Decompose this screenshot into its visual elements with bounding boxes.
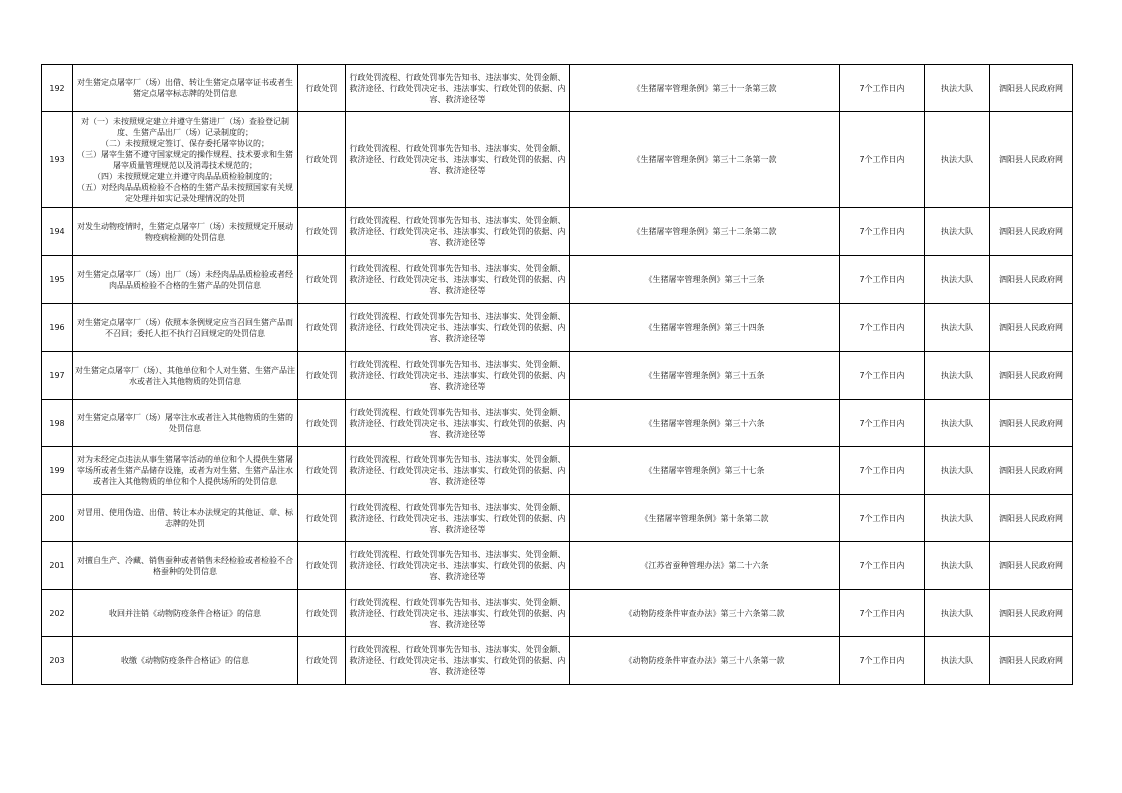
item-name: 对生猪定点屠宰厂（场）依照本条例规定应当召回生猪产品而不召回；委托人拒不执行召回规定的处罚信息 [73, 304, 298, 352]
publish-channel: 泗阳县人民政府网 [990, 400, 1073, 447]
item-name: 收缴《动物防疫条件合格证》的信息 [73, 637, 298, 685]
legal-basis: 《动物防疫条件审查办法》第三十八条第一款 [570, 637, 840, 685]
publish-channel: 泗阳县人民政府网 [990, 542, 1073, 590]
item-category: 行政处罚 [298, 637, 346, 685]
responsible-dept: 执法大队 [925, 65, 990, 112]
table-row [42, 447, 1073, 495]
item-category: 行政处罚 [298, 447, 346, 495]
time-limit: 7个工作日内 [840, 256, 925, 304]
item-name: 对发生动物疫情时，生猪定点屠宰厂（场）未按照规定开展动物疫病检测的处罚信息 [73, 208, 298, 256]
row-number: 192 [42, 65, 73, 112]
disclosure-table [41, 64, 1073, 685]
table-row [42, 304, 1073, 352]
table-row [42, 208, 1073, 256]
item-category: 行政处罚 [298, 495, 346, 542]
table-row [42, 256, 1073, 304]
table-row [42, 542, 1073, 590]
publish-channel: 泗阳县人民政府网 [990, 208, 1073, 256]
responsible-dept: 执法大队 [925, 304, 990, 352]
table-row [42, 495, 1073, 542]
time-limit: 7个工作日内 [840, 208, 925, 256]
disclosure-content: 行政处罚流程、行政处罚事先告知书、违法事实、处罚金额、救济途径、行政处罚决定书、违法事实、行政处罚的依据、内容、救济途径等 [346, 495, 570, 542]
item-clause: （五）对经肉品品质检验不合格的生猪产品未按照国家有关规定处理并如实记录处理情况的处罚 [77, 182, 293, 203]
time-limit: 7个工作日内 [840, 495, 925, 542]
item-category: 行政处罚 [298, 400, 346, 447]
disclosure-content: 行政处罚流程、行政处罚事先告知书、违法事实、处罚金额、救济途径、行政处罚决定书、违法事实、行政处罚的依据、内容、救济途径等 [346, 447, 570, 495]
row-number: 201 [42, 542, 73, 590]
legal-basis: 《生猪屠宰管理条例》第三十四条 [570, 304, 840, 352]
item-name: 对生猪定点屠宰厂（场）屠宰注水或者注入其他物质的生猪的处罚信息 [73, 400, 298, 447]
legal-basis: 《动物防疫条件审查办法》第三十六条第二款 [570, 590, 840, 637]
disclosure-content: 行政处罚流程、行政处罚事先告知书、违法事实、处罚金额、救济途径、行政处罚决定书、违法事实、行政处罚的依据、内容、救济途径等 [346, 400, 570, 447]
row-number: 200 [42, 495, 73, 542]
disclosure-content: 行政处罚流程、行政处罚事先告知书、违法事实、处罚金额、救济途径、行政处罚决定书、违法事实、行政处罚的依据、内容、救济途径等 [346, 65, 570, 112]
row-number: 202 [42, 590, 73, 637]
item-clause: （三）屠宰生猪不遵守国家规定的操作规程、技术要求和生猪屠宰质量管理规范以及消毒技术规范的； [77, 149, 293, 170]
legal-basis: 《生猪屠宰管理条例》第十条第二款 [570, 495, 840, 542]
publish-channel: 泗阳县人民政府网 [990, 352, 1073, 400]
time-limit: 7个工作日内 [840, 112, 925, 208]
legal-basis: 《江苏省蚕种管理办法》第二十六条 [570, 542, 840, 590]
publish-channel: 泗阳县人民政府网 [990, 590, 1073, 637]
item-clause: （四）未按照规定建立并遵守肉品品质检验制度的； [93, 171, 277, 181]
row-number: 197 [42, 352, 73, 400]
publish-channel: 泗阳县人民政府网 [990, 112, 1073, 208]
disclosure-content: 行政处罚流程、行政处罚事先告知书、违法事实、处罚金额、救济途径、行政处罚决定书、违法事实、行政处罚的依据、内容、救济途径等 [346, 590, 570, 637]
disclosure-content: 行政处罚流程、行政处罚事先告知书、违法事实、处罚金额、救济途径、行政处罚决定书、违法事实、行政处罚的依据、内容、救济途径等 [346, 304, 570, 352]
legal-basis: 《生猪屠宰管理条例》第三十三条 [570, 256, 840, 304]
row-number: 193 [42, 112, 73, 208]
row-number: 199 [42, 447, 73, 495]
time-limit: 7个工作日内 [840, 304, 925, 352]
responsible-dept: 执法大队 [925, 256, 990, 304]
responsible-dept: 执法大队 [925, 400, 990, 447]
item-category: 行政处罚 [298, 208, 346, 256]
publish-channel: 泗阳县人民政府网 [990, 256, 1073, 304]
disclosure-content: 行政处罚流程、行政处罚事先告知书、违法事实、处罚金额、救济途径、行政处罚决定书、违法事实、行政处罚的依据、内容、救济途径等 [346, 112, 570, 208]
item-category: 行政处罚 [298, 256, 346, 304]
row-number: 198 [42, 400, 73, 447]
publish-channel: 泗阳县人民政府网 [990, 637, 1073, 685]
legal-basis: 《生猪屠宰管理条例》第三十二条第一款 [570, 112, 840, 208]
responsible-dept: 执法大队 [925, 637, 990, 685]
legal-basis: 《生猪屠宰管理条例》第三十二条第二款 [570, 208, 840, 256]
legal-basis: 《生猪屠宰管理条例》第三十六条 [570, 400, 840, 447]
item-category: 行政处罚 [298, 590, 346, 637]
item-category: 行政处罚 [298, 542, 346, 590]
item-name: 对生猪定点屠宰厂（场）出厂（场）未经肉品品质检验或者经肉品品质检验不合格的生猪产品的处罚信息 [73, 256, 298, 304]
item-name: 对擅自生产、冷藏、销售蚕种或者销售未经检验或者检验不合格蚕种的处罚信息 [73, 542, 298, 590]
publish-channel: 泗阳县人民政府网 [990, 65, 1073, 112]
responsible-dept: 执法大队 [925, 590, 990, 637]
item-name: 收回并注销《动物防疫条件合格证》的信息 [73, 590, 298, 637]
table-row [42, 112, 1073, 208]
item-category: 行政处罚 [298, 112, 346, 208]
time-limit: 7个工作日内 [840, 65, 925, 112]
time-limit: 7个工作日内 [840, 352, 925, 400]
item-name: 对生猪定点屠宰厂（场）出借、转让生猪定点屠宰证书或者生猪定点屠宰标志牌的处罚信息 [73, 65, 298, 112]
item-name: 对为未经定点违法从事生猪屠宰活动的单位和个人提供生猪屠宰场所或者生猪产品储存设施，或者为对生猪、生猪产品注水或者注入其他物质的单位和个人提供场所的处罚信息 [73, 447, 298, 495]
time-limit: 7个工作日内 [840, 542, 925, 590]
table-row [42, 590, 1073, 637]
table-row [42, 65, 1073, 112]
item-name: 对冒用、使用伪造、出借、转让本办法规定的其他证、章、标志牌的处罚 [73, 495, 298, 542]
item-category: 行政处罚 [298, 65, 346, 112]
disclosure-content: 行政处罚流程、行政处罚事先告知书、违法事实、处罚金额、救济途径、行政处罚决定书、违法事实、行政处罚的依据、内容、救济途径等 [346, 352, 570, 400]
table-row [42, 637, 1073, 685]
responsible-dept: 执法大队 [925, 352, 990, 400]
responsible-dept: 执法大队 [925, 447, 990, 495]
row-number: 195 [42, 256, 73, 304]
legal-basis: 《生猪屠宰管理条例》第三十一条第三款 [570, 65, 840, 112]
disclosure-content: 行政处罚流程、行政处罚事先告知书、违法事实、处罚金额、救济途径、行政处罚决定书、违法事实、行政处罚的依据、内容、救济途径等 [346, 637, 570, 685]
time-limit: 7个工作日内 [840, 400, 925, 447]
publish-channel: 泗阳县人民政府网 [990, 304, 1073, 352]
item-clause: 对（一）未按照规定建立并遵守生猪进厂（场）查验登记制度、生猪产品出厂（场）记录制度的； [81, 116, 289, 137]
disclosure-content: 行政处罚流程、行政处罚事先告知书、违法事实、处罚金额、救济途径、行政处罚决定书、违法事实、行政处罚的依据、内容、救济途径等 [346, 542, 570, 590]
responsible-dept: 执法大队 [925, 208, 990, 256]
item-clause: （二）未按照规定签订、保存委托屠宰协议的； [101, 138, 269, 148]
disclosure-content: 行政处罚流程、行政处罚事先告知书、违法事实、处罚金额、救济途径、行政处罚决定书、违法事实、行政处罚的依据、内容、救济途径等 [346, 256, 570, 304]
legal-basis: 《生猪屠宰管理条例》第三十五条 [570, 352, 840, 400]
responsible-dept: 执法大队 [925, 112, 990, 208]
responsible-dept: 执法大队 [925, 542, 990, 590]
time-limit: 7个工作日内 [840, 637, 925, 685]
table-row [42, 352, 1073, 400]
publish-channel: 泗阳县人民政府网 [990, 495, 1073, 542]
legal-basis: 《生猪屠宰管理条例》第三十七条 [570, 447, 840, 495]
time-limit: 7个工作日内 [840, 447, 925, 495]
item-category: 行政处罚 [298, 304, 346, 352]
time-limit: 7个工作日内 [840, 590, 925, 637]
publish-channel: 泗阳县人民政府网 [990, 447, 1073, 495]
row-number: 203 [42, 637, 73, 685]
row-number: 196 [42, 304, 73, 352]
item-category: 行政处罚 [298, 352, 346, 400]
disclosure-content: 行政处罚流程、行政处罚事先告知书、违法事实、处罚金额、救济途径、行政处罚决定书、违法事实、行政处罚的依据、内容、救济途径等 [346, 208, 570, 256]
item-name: 对生猪定点屠宰厂（场）、其他单位和个人对生猪、生猪产品注水或者注入其他物质的处罚信息 [73, 352, 298, 400]
item-name [73, 112, 298, 208]
row-number: 194 [42, 208, 73, 256]
responsible-dept: 执法大队 [925, 495, 990, 542]
table-row [42, 400, 1073, 447]
